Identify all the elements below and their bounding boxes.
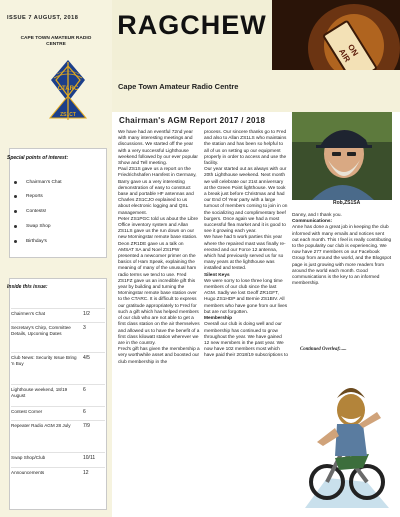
toc-row[interactable] [11, 322, 105, 336]
continued-note: Continued Overleaf:..... [300, 347, 347, 352]
logo-top-text: CTARC [57, 86, 79, 92]
point-item: Contests! [14, 209, 46, 214]
toc-row-page: 1/2 [83, 311, 90, 317]
article-paragraph: Our year started out as always with our 20th Lighthouse weekend. Next month we will celebrate our 21st anniversary at the Green Point lighthouse. We took a break just before Christmas and had our End Of Year party with a large turnout of members coming to join in on the socializing and complimentary beef burgers. Once again we had a most successful flea market and it is good to see it growing each year. [204, 167, 288, 235]
toc-row-page: 10/11 [83, 455, 96, 461]
toc-title: Inside this issue: [7, 284, 48, 290]
article-paragraph: We have had an eventful 72nd year with many interesting meetings and discussions. We started off the year with a very successful Lighthouse weekend followed by our ever popular Show and Tell meeting. [118, 130, 199, 167]
point-item: Swap Shop [14, 224, 51, 229]
article-paragraph: Fred's gift has given the membership a very worthwhile asset and boosted our club membership in the [118, 347, 200, 365]
article-paragraph: We have had 5 work parties this year where the repaired mast was finally re-erected and our Force 12 antenna, which had previously served us for so many years at the lighthouse was installed and tested. [204, 235, 286, 272]
toc-row-page: 6 [83, 387, 86, 393]
masthead-title: RAGCHEW [117, 10, 267, 40]
points-title: Special points of interest: [7, 155, 69, 161]
issue-line: ISSUE 7 AUGUST, 2018 [7, 15, 79, 21]
sign-text-on: ON [345, 42, 360, 58]
toc-row-title: Repeater Radio AGM 28 July [11, 423, 71, 428]
org-band [112, 70, 400, 112]
toc-row[interactable] [11, 420, 105, 429]
toc-row-title: Lighthouse weekend, 18/19 August [11, 387, 68, 398]
article-paragraph: Overall our club is doing well and our membership has continued to grow throughout the year. We have gained 12 new members in the past year. We now have 102 members most which have paid their 2018/19 subscriptions to [204, 322, 288, 359]
toc-row-page: 7/9 [83, 423, 90, 429]
toc-row[interactable] [11, 467, 105, 476]
toc-row-title: Club News: Security Issue Bring 'n Buy [11, 355, 77, 366]
toc-row-page: 4/5 [83, 355, 90, 361]
silent-keys-heading: Silent Keys [204, 272, 230, 278]
toc-row-page: 12 [83, 470, 89, 476]
toc-row-page: 3 [83, 325, 86, 331]
toc-row-page: 6 [83, 409, 86, 415]
toc-row[interactable] [11, 406, 105, 415]
org-title: Cape Town Amateur Radio Centre [118, 82, 239, 91]
toc-row-title: Secretary's Chirp, Committee Details, Upcoming Dates [11, 325, 71, 336]
left-sidebar [0, 0, 112, 517]
toc-row[interactable] [11, 308, 105, 317]
membership-heading: Membership [204, 316, 232, 322]
sign-text-air: AIR [337, 47, 352, 64]
toc-row-title: Chairmen's Chat [11, 311, 46, 316]
org-small-line-1: CAPE TOWN AMATEUR RADIO [20, 36, 92, 41]
article-column-3 [292, 213, 392, 287]
photo-caption: Rob,ZS1SA [333, 200, 361, 206]
rob-portrait-photo [292, 112, 392, 200]
point-item: Reports [14, 194, 43, 199]
article-column-1 [118, 130, 200, 366]
communications-heading: Communications: [292, 219, 333, 225]
article-paragraph: Danny, and I thank you. [292, 213, 342, 218]
motorcycle-illustration [297, 358, 393, 508]
org-small-line-2: CENTRE [46, 42, 66, 48]
article-paragraph: Paul ZS1S gave us a report on the Friedrichshafen Hamfest in Germany, Barry gave us a very interesting demonstration of easy to construct base and portable HF antennas and Charles ZS1CJO explained to us about electronic logging and QSL management. [118, 167, 197, 216]
article-paragraph: We were sorry to lose three long time members of our club since the last AGM. Sadly we lost Geoff ZR1GFT, Hugo ZS1HDP and Bernie ZS1BIV. All members who have gone from our lives but are not forgotten. [204, 278, 288, 315]
article-paragraph: Anne has done a great job in keeping the club informed with many emails and notices sent out each month. This I feel is really contributing to the popularity our club is experiencing. We now have 277 members on our Facebook Group from around the world, and the Blogspot page is just growing with more readers from around the world each month. Good communications is the key to an informed membership. [292, 225, 392, 287]
ctarc-logo [45, 58, 91, 134]
article-column-2 [204, 130, 288, 360]
toc-row[interactable] [11, 452, 105, 461]
toc-row-title: Announcements [11, 470, 45, 475]
article-paragraph: Peter ZS1PGC told us about the Libre Office inventory system and Allan ZS1LS gave us the run down on our new Morningstar remote base station. Deon ZR1DE gave us a talk on AMSAT SA and Noel ZS1PW presented a newcomer primer on the basics of Ham Speak, explaining the meaning of many of the unusual ham radio terms we tend to use. Fred ZS1FZ gave us an incredible gift this year by building and turning the Morningstar remote base station over to the CTARC. It is difficult to express our gratitude appropriately to Fred for such a gift which has helped members of our club who are not able to get a first class station on the air themselves and allowed us to have the benefit of a first class kilowatt station wherever we are in the country. [118, 216, 200, 346]
article-paragraph: process. Our sincere thanks go to Fred and also to Allan ZS1LS who maintains the station and has been so helpful to all of us on setting up our equipment properly in order to access and use the facility. [204, 130, 287, 167]
article-title: Chairman's AGM Report 2017 / 2018 [119, 116, 266, 125]
toc-row-title: Contest Corner [11, 409, 43, 414]
point-item: Birthday's [14, 239, 47, 244]
logo-bottom-text: ZS1CT [60, 112, 76, 118]
point-item: Chairman's Chat [14, 180, 62, 185]
org-small-name [10, 36, 102, 49]
toc-row[interactable] [11, 352, 105, 366]
toc-row-title: Swap Shop/Club [11, 455, 46, 460]
toc-row[interactable] [11, 384, 105, 398]
